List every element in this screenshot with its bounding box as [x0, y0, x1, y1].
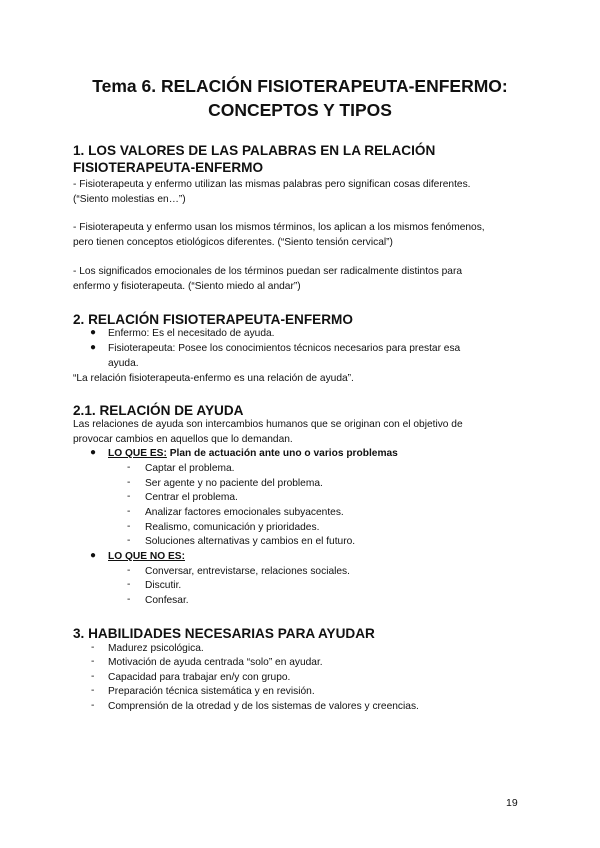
section-2-quote: “La relación fisioterapeuta-enfermo es una relación de ayuda”. [73, 373, 354, 384]
skill-item: Comprensión de la otredad y de los sistemas de valores y creencias. [108, 701, 419, 712]
section-2-1-intro [73, 418, 543, 447]
dash-marker: - [91, 642, 95, 653]
title-line-1: Tema 6. RELACIÓN FISIOTERAPEUTA-ENFERMO: [92, 76, 508, 96]
paragraph-line: enfermo y fisioterapeuta. (“Siento miedo al andar”) [73, 280, 301, 292]
bullet-dot-icon: ● [90, 447, 97, 458]
page-title [60, 74, 540, 122]
dash-marker: - [127, 491, 131, 502]
lo-que-es-label: LO QUE ES: [108, 448, 167, 459]
lo-que-es-bullet [108, 447, 398, 462]
lo-que-no-es-label: LO QUE NO ES: [108, 551, 185, 562]
dash-marker: - [127, 535, 131, 546]
dash-marker: - [91, 671, 95, 682]
dash-marker: - [127, 565, 131, 576]
paragraph-line: pero tienen conceptos etiológicos diferentes. (“Siento tensión cervical”) [73, 236, 393, 248]
lo-que-es-item: Realismo, comunicación y prioridades. [145, 522, 320, 533]
lo-que-es-item: Centrar el problema. [145, 492, 238, 503]
page-number: 19 [506, 797, 518, 809]
skill-item: Preparación técnica sistemática y en revisión. [108, 686, 315, 697]
dash-marker: - [127, 506, 131, 517]
dash-marker: - [127, 579, 131, 590]
section-1-paragraph-2 [73, 221, 543, 250]
bullet-dot-icon: ● [90, 550, 97, 561]
paragraph-line: - Fisioterapeuta y enfermo usan los mismos términos, los aplican a los mismos fenómenos, [73, 222, 485, 233]
lo-que-es-item: Analizar factores emocionales subyacentes. [145, 507, 344, 518]
section-1-paragraph-1 [73, 178, 543, 207]
section-2-bullet-2 [108, 342, 460, 371]
section-1-heading-line-1: 1. LOS VALORES DE LAS PALABRAS EN LA RELACIÓN [73, 143, 436, 158]
lo-que-es-text: Plan de actuación ante uno o varios problemas [166, 448, 398, 459]
section-1-heading-line-2: FISIOTERAPEUTA-ENFERMO [73, 160, 264, 175]
lo-que-no-es-item: Confesar. [145, 595, 189, 606]
paragraph-line: - Los significados emocionales de los términos puedan ser radicalmente distintos para [73, 266, 463, 277]
lo-que-es-item: Captar el problema. [145, 463, 235, 474]
skill-item: Motivación de ayuda centrada “solo” en ayudar. [108, 657, 323, 668]
section-2-1-heading: 2.1. RELACIÓN DE AYUDA [73, 403, 244, 418]
skill-item: Capacidad para trabajar en/y con grupo. [108, 672, 291, 683]
lo-que-no-es-item: Discutir. [145, 580, 182, 591]
section-1-paragraph-3 [73, 265, 543, 294]
dash-marker: - [91, 656, 95, 667]
section-2-heading: 2. RELACIÓN FISIOTERAPEUTA-ENFERMO [73, 312, 353, 327]
dash-marker: - [91, 685, 95, 696]
bullet-line: Fisioterapeuta: Posee los conocimientos técnicos necesarios para prestar esa [108, 343, 461, 354]
paragraph-line: - Fisioterapeuta y enfermo utilizan las mismas palabras pero significan cosas diferentes. [73, 179, 471, 190]
dash-marker: - [127, 594, 131, 605]
paragraph-line: Las relaciones de ayuda son intercambios humanos que se originan con el objetivo de [73, 419, 463, 430]
section-2-bullet-1: Enfermo: Es el necesitado de ayuda. [108, 328, 275, 339]
paragraph-line: (“Siento molestias en…”) [73, 193, 186, 205]
title-line-2: CONCEPTOS Y TIPOS [208, 100, 392, 120]
bullet-dot-icon: ● [90, 342, 97, 353]
bullet-dot-icon: ● [90, 327, 97, 338]
paragraph-line: provocar cambios en aquellos que lo demandan. [73, 433, 293, 445]
section-3-heading: 3. HABILIDADES NECESARIAS PARA AYUDAR [73, 626, 375, 641]
skill-item: Madurez psicológica. [108, 643, 204, 654]
bullet-line: ayuda. [108, 357, 139, 369]
lo-que-no-es-item: Conversar, entrevistarse, relaciones sociales. [145, 566, 350, 577]
section-1-heading [73, 142, 435, 176]
dash-marker: - [127, 477, 131, 488]
dash-marker: - [91, 700, 95, 711]
lo-que-es-item: Soluciones alternativas y cambios en el futuro. [145, 536, 356, 547]
dash-marker: - [127, 521, 131, 532]
dash-marker: - [127, 462, 131, 473]
lo-que-es-item: Ser agente y no paciente del problema. [145, 478, 323, 489]
